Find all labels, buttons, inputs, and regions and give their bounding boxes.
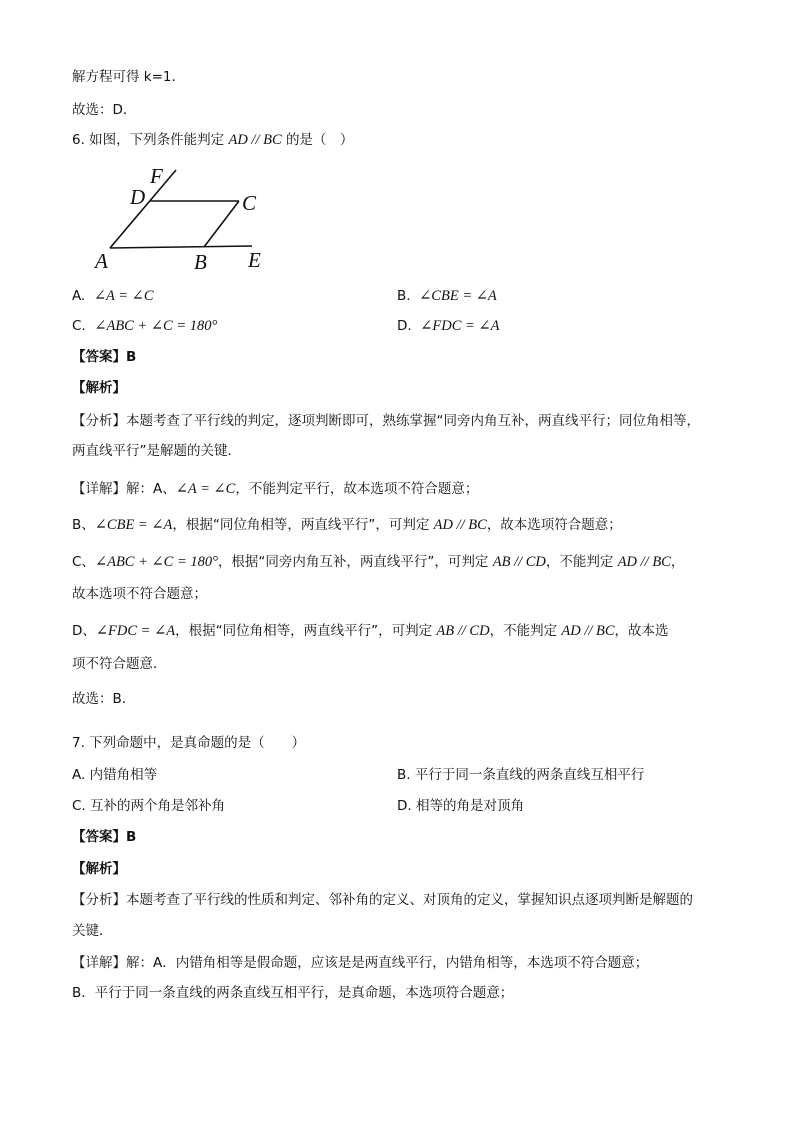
answer-label: 【答案】B — [72, 829, 137, 845]
option-d: D. ∠FDC = ∠A — [397, 318, 500, 334]
option-c: C. ∠ABC + ∠C = 180° — [72, 318, 218, 334]
detail-c-cont: 故本选项不符合题意； — [72, 586, 207, 602]
q7-option-a: A. 内错角相等 — [72, 767, 158, 783]
option-a: A. ∠A = ∠C — [72, 288, 154, 304]
detail-a: 【详解】解：A、∠A = ∠C，不能判定平行，故本选项不符合题意； — [72, 481, 479, 497]
line-a-f — [110, 170, 176, 248]
label-f: F — [150, 164, 163, 188]
label-e: E — [248, 248, 261, 272]
detail-d: D、∠FDC = ∠A，根据“同位角相等，两直线平行”，可判定 AB // CD，不能判定 AD // BC，故本选 — [72, 623, 669, 639]
text-line: 故选：B． — [72, 691, 136, 707]
parallelogram-figure — [90, 160, 280, 278]
analysis-heading: 【解析】 — [72, 380, 126, 396]
q7-option-b: B. 平行于同一条直线的两条直线互相平行 — [397, 767, 645, 783]
analysis-text: 两直线平行”是解题的关键． — [72, 443, 241, 459]
analysis-text: 【分析】本题考查了平行线的性质和判定、邻补角的定义、对顶角的定义，掌握知识点逐项判断是解题的 — [72, 892, 693, 908]
detail-text: B．平行于同一条直线的两条直线互相平行，是真命题，本选项符合题意； — [72, 985, 514, 1001]
label-b: B — [194, 250, 207, 274]
detail-d-cont: 项不符合题意． — [72, 656, 167, 672]
answer-label: 【答案】B — [72, 349, 137, 365]
label-a: A — [95, 249, 108, 273]
analysis-heading: 【解析】 — [72, 861, 126, 877]
analysis-text: 关键． — [72, 923, 113, 939]
option-b: B. ∠CBE = ∠A — [397, 288, 497, 304]
detail-text: 【详解】解：A．内错角相等是假命题，应该是是两直线平行，内错角相等，本选项不符合题意； — [72, 955, 649, 971]
label-c: C — [242, 191, 257, 215]
detail-b: B、∠CBE = ∠A，根据“同位角相等，两直线平行”，可判定 AD // BC，故本选项符合题意； — [72, 517, 622, 533]
question-7-title: 7. 下列命题中，是真命题的是（ ） — [72, 735, 306, 751]
detail-c: C、∠ABC + ∠C = 180°，根据“同旁内角互补，两直线平行”，可判定 AB // CD，不能判定 AD // BC， — [72, 554, 685, 570]
line-c-b — [204, 201, 239, 247]
analysis-text: 【分析】本题考查了平行线的判定，逐项判断即可，熟练掌握“同旁内角互补，两直线平行；同位角相等， — [72, 413, 700, 429]
text-line: 解方程可得 k=1． — [72, 69, 186, 85]
text-line: 故选：D． — [72, 102, 137, 118]
question-6-title: 6. 如图，下列条件能判定 AD // BC 的是（ ） — [72, 132, 354, 148]
q7-option-d: D. 相等的角是对顶角 — [397, 798, 524, 814]
q7-option-c: C. 互补的两个角是邻补角 — [72, 798, 226, 814]
line-a-e — [110, 246, 252, 248]
label-d: D — [130, 185, 146, 209]
